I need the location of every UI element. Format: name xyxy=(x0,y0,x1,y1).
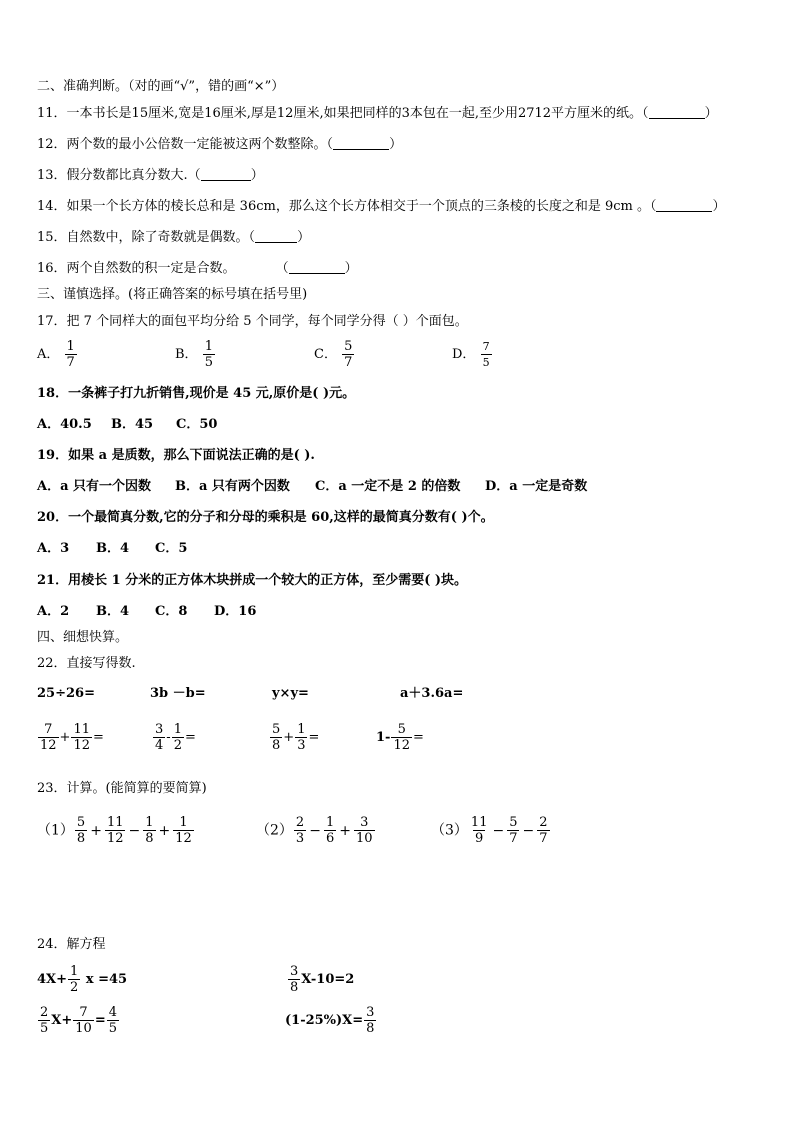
operator: − xyxy=(128,822,141,839)
q22-item-5 xyxy=(37,722,104,753)
option-label: D． xyxy=(452,347,476,362)
denominator: 2 xyxy=(173,738,182,753)
q17-number: 17． xyxy=(37,314,67,329)
q13-text: 假分数都比真分数大.（ xyxy=(66,168,201,183)
fraction xyxy=(481,339,492,370)
prefix: 1- xyxy=(376,730,391,745)
equation-text: x =45 xyxy=(81,972,128,987)
q11-text: 一本书长是15厘米,宽是16厘米,厚是12厘米,如果把同样的3本包在一起,至少用2712平方厘米的纸。（ xyxy=(66,106,649,121)
numerator: 11 xyxy=(106,815,124,830)
numerator: 1 xyxy=(204,339,213,354)
q15-number: 15． xyxy=(37,230,67,245)
operator: + xyxy=(158,822,171,839)
denominator: 7 xyxy=(66,355,75,370)
q11-close: ） xyxy=(704,106,718,121)
q20-number: 20． xyxy=(37,510,69,525)
section-3-heading: 三、谨慎选择。(将正确答案的标号填在括号里) xyxy=(37,287,308,302)
fraction xyxy=(71,722,92,753)
denominator: 10 xyxy=(75,1021,92,1036)
q14-text: 如果一个长方体的棱长总和是 36cm，那么这个长方体相交于一个顶点的三条棱的长度之和是 9cm 。（ xyxy=(66,199,657,214)
q22-item-8 xyxy=(376,722,424,753)
numerator: 7 xyxy=(79,1005,88,1020)
fraction xyxy=(68,964,80,995)
denominator: 8 xyxy=(76,831,86,846)
numerator: 7 xyxy=(44,722,53,737)
question-16 xyxy=(37,261,358,277)
q12-text: 两个数的最小公倍数一定能被这两个数整除。（ xyxy=(66,137,334,152)
q22-item-4: a＋3.6a= xyxy=(400,686,464,701)
numerator: 5 xyxy=(76,815,86,830)
operator: + xyxy=(59,730,71,745)
numerator: 1 xyxy=(297,722,306,737)
question-17 xyxy=(37,314,468,330)
section-2-heading: 二、准确判断。（对的画“√”，错的画“×”） xyxy=(37,79,285,94)
fraction xyxy=(75,815,87,846)
q20-options xyxy=(37,541,187,557)
numerator: 11 xyxy=(470,815,488,830)
q21-option-a[interactable]: A．2 xyxy=(37,604,70,619)
q21-option-d[interactable]: D．16 xyxy=(214,604,257,619)
option-label: B． xyxy=(175,347,198,362)
q17-option-a[interactable] xyxy=(37,339,78,370)
q21-option-b[interactable]: B．4 xyxy=(96,604,130,619)
q12-answer-blank[interactable] xyxy=(333,137,389,150)
q15-answer-blank[interactable] xyxy=(255,230,297,243)
q24-equation-3 xyxy=(37,1005,120,1036)
q23-title: 23．计算。(能简算的要简算) xyxy=(37,781,207,796)
fraction xyxy=(537,815,549,846)
denominator: 9 xyxy=(475,831,484,846)
denominator: 12 xyxy=(106,831,124,846)
q19-option-b[interactable]: B．a 只有两个因数 xyxy=(175,479,290,494)
fraction xyxy=(65,339,77,370)
numerator: 3 xyxy=(290,964,299,979)
numerator: 3 xyxy=(155,722,164,737)
q13-close: ） xyxy=(250,168,264,183)
denominator: 12 xyxy=(393,738,410,753)
denominator: 5 xyxy=(40,1021,49,1036)
q17-text: 把 7 个同样大的面包平均分给 5 个同学，每个同学分得（ ）个面包。 xyxy=(66,314,468,329)
fraction xyxy=(143,815,155,846)
numerator: 1 xyxy=(179,815,188,830)
q24-title: 24．解方程 xyxy=(37,937,106,952)
denominator: 3 xyxy=(297,738,306,753)
q22-item-6 xyxy=(152,722,196,753)
numerator: 2 xyxy=(539,815,548,830)
q21-number: 21． xyxy=(37,573,69,588)
fraction xyxy=(288,964,300,995)
q15-text: 自然数中，除了奇数就是偶数。（ xyxy=(66,230,256,245)
denominator: 7 xyxy=(344,355,353,370)
denominator: 6 xyxy=(325,831,335,846)
question-15 xyxy=(37,230,310,246)
fraction xyxy=(73,1005,94,1036)
q18-text: 一条裤子打九折销售,现价是 45 元,原价是( )元。 xyxy=(68,386,356,401)
denominator: 8 xyxy=(145,831,154,846)
q20-option-a[interactable]: A．3 xyxy=(37,541,70,556)
numerator: 5 xyxy=(272,722,281,737)
fraction xyxy=(342,339,354,370)
numerator: 11 xyxy=(73,722,90,737)
q22-item-7 xyxy=(269,722,319,753)
q18-option-a[interactable]: A．40.5 xyxy=(37,417,92,432)
question-21 xyxy=(37,573,467,589)
denominator: 8 xyxy=(272,738,281,753)
q18-options xyxy=(37,417,217,433)
denominator: 5 xyxy=(482,356,490,369)
denominator: 10 xyxy=(355,831,373,846)
q20-option-c[interactable]: C．5 xyxy=(155,541,188,556)
q19-option-d[interactable]: D．a 一定是奇数 xyxy=(485,479,588,494)
q17-option-c[interactable] xyxy=(314,339,355,370)
numerator: 5 xyxy=(509,815,518,830)
fraction xyxy=(294,815,306,846)
denominator: 8 xyxy=(290,980,299,995)
q19-number: 19． xyxy=(37,448,69,463)
operator: − xyxy=(309,822,321,839)
numerator: 2 xyxy=(40,1005,49,1020)
denominator: 12 xyxy=(175,831,192,846)
fraction xyxy=(364,1005,376,1036)
fraction xyxy=(324,815,336,846)
operator: − xyxy=(522,822,535,839)
denominator: 2 xyxy=(70,980,79,995)
fraction xyxy=(270,722,282,753)
q18-option-b[interactable]: B．45 xyxy=(111,417,154,432)
q22-title: 22．直接写得数. xyxy=(37,656,136,671)
equals: = xyxy=(308,730,320,745)
fraction xyxy=(295,722,307,753)
equation-text: 4X+ xyxy=(37,972,68,987)
expression-label: （1） xyxy=(37,822,74,839)
q15-close: ） xyxy=(297,230,311,245)
fraction xyxy=(153,722,165,753)
denominator: 7 xyxy=(539,831,548,846)
fraction xyxy=(354,815,375,846)
equation-text: X+ xyxy=(51,1013,73,1028)
fraction xyxy=(38,722,59,753)
numerator: 3 xyxy=(360,815,369,830)
numerator: 1 xyxy=(325,815,335,830)
q24-equation-4 xyxy=(285,1005,377,1036)
numerator: 5 xyxy=(397,722,406,737)
q12-close: ） xyxy=(389,137,403,152)
denominator: 3 xyxy=(295,831,305,846)
fraction xyxy=(38,1005,50,1036)
operator: + xyxy=(339,822,351,839)
option-label: A． xyxy=(37,347,60,362)
q16-answer-blank[interactable] xyxy=(289,261,345,274)
q24-equation-2 xyxy=(287,964,354,995)
numerator: 5 xyxy=(344,339,353,354)
q20-text: 一个最简真分数,它的分子和分母的乘积是 60,这样的最简真分数有( )个。 xyxy=(68,510,494,525)
operator: + xyxy=(283,730,295,745)
numerator: 1 xyxy=(66,339,75,354)
fraction xyxy=(172,722,184,753)
fraction xyxy=(469,815,490,846)
question-13 xyxy=(37,168,264,184)
q22-item-3: y×y= xyxy=(272,686,309,701)
q21-options xyxy=(37,604,256,620)
numerator: 2 xyxy=(295,815,305,830)
question-20 xyxy=(37,510,494,526)
operator: - xyxy=(166,730,171,745)
q16-number: 16． xyxy=(37,261,67,276)
q20-option-b[interactable]: B．4 xyxy=(96,541,130,556)
q21-text: 用棱长 1 分米的正方体木块拼成一个较大的正方体，至少需要( )块。 xyxy=(68,573,468,588)
q13-number: 13． xyxy=(37,168,67,183)
question-19 xyxy=(37,448,315,464)
numerator: 1 xyxy=(70,964,79,979)
q19-option-c[interactable]: C．a 一定不是 2 的倍数 xyxy=(315,479,461,494)
fraction xyxy=(507,815,519,846)
q12-number: 12． xyxy=(37,137,67,152)
q24-equation-1 xyxy=(37,964,127,995)
equals: = xyxy=(93,730,104,745)
q19-option-a[interactable]: A．a 只有一个因数 xyxy=(37,479,152,494)
option-label: C． xyxy=(314,347,337,362)
question-11 xyxy=(37,106,718,122)
q17-option-b[interactable] xyxy=(175,339,216,370)
denominator: 5 xyxy=(204,355,213,370)
q18-number: 18． xyxy=(37,386,69,401)
q17-option-d[interactable] xyxy=(452,339,493,370)
q14-answer-blank[interactable] xyxy=(656,199,712,212)
expression-label: （3） xyxy=(431,822,468,839)
fraction xyxy=(391,722,412,753)
equation-text: X-10=2 xyxy=(301,972,355,987)
q21-option-c[interactable]: C．8 xyxy=(155,604,188,619)
numerator: 3 xyxy=(366,1005,375,1020)
question-14 xyxy=(37,199,726,215)
q16-open: （ xyxy=(275,261,289,276)
fraction xyxy=(203,339,215,370)
fraction xyxy=(107,1005,119,1036)
denominator: 12 xyxy=(40,738,57,753)
q22-item-1: 25÷26= xyxy=(37,686,95,701)
numerator: 4 xyxy=(108,1005,117,1020)
q11-number: 11． xyxy=(37,106,67,121)
operator: − xyxy=(492,822,505,839)
q23-expression-2 xyxy=(256,815,376,846)
q19-text: 如果 a 是质数，那么下面说法正确的是( ). xyxy=(68,448,315,463)
q22-item-2: 3b －b= xyxy=(150,686,206,701)
denominator: 4 xyxy=(155,738,164,753)
q16-close: ） xyxy=(344,261,358,276)
expression-label: （2） xyxy=(256,822,293,839)
q23-expression-1 xyxy=(37,815,195,846)
question-12 xyxy=(37,137,402,153)
question-18 xyxy=(37,386,355,402)
q19-options xyxy=(37,479,587,495)
q13-answer-blank[interactable] xyxy=(201,168,251,181)
fraction xyxy=(173,815,194,846)
q23-expression-3 xyxy=(431,815,551,846)
numerator: 7 xyxy=(482,340,490,353)
section-4-heading: 四、细想快算。 xyxy=(37,630,129,645)
denominator: 8 xyxy=(366,1021,375,1036)
numerator: 1 xyxy=(173,722,182,737)
q14-close: ） xyxy=(712,199,726,214)
q16-text: 两个自然数的积一定是合数。 xyxy=(66,261,236,276)
q14-number: 14． xyxy=(37,199,67,214)
denominator: 5 xyxy=(108,1021,117,1036)
denominator: 12 xyxy=(73,738,90,753)
numerator: 1 xyxy=(145,815,154,830)
fraction xyxy=(105,815,126,846)
q18-option-c[interactable]: C．50 xyxy=(176,417,218,432)
q11-answer-blank[interactable] xyxy=(649,106,705,119)
denominator: 7 xyxy=(509,831,518,846)
equals: = xyxy=(94,1013,106,1028)
operator: + xyxy=(90,822,102,839)
equals: = xyxy=(413,730,424,745)
equation-text: (1-25%)X= xyxy=(285,1013,364,1028)
equals: = xyxy=(184,730,196,745)
